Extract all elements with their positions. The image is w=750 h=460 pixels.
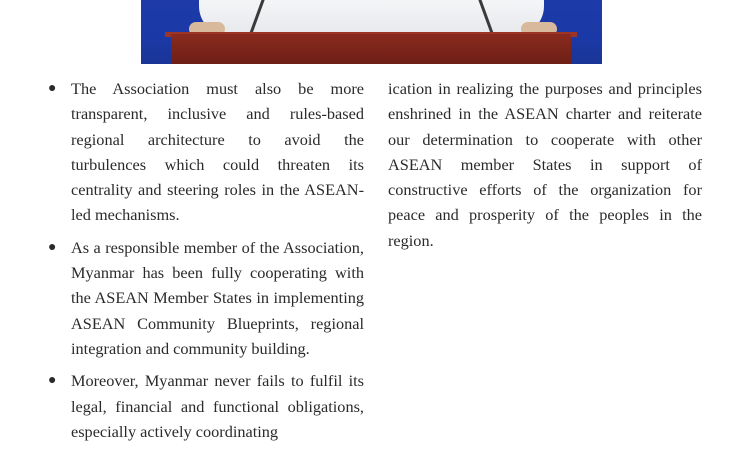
speaker-photo — [141, 0, 602, 64]
left-text-column — [44, 76, 364, 451]
list-item — [44, 76, 364, 228]
bullet-text: The Association must also be more transparent, inclusive and rules-based regional architecture to avoid the turbulences which could threaten its centrality and steering roles in the ASEAN-led mechanisms. — [71, 79, 364, 225]
bullet-text: Moreover, Myanmar never fails to fulfil its legal, financial and functional obligations, especially actively coordinating — [71, 371, 364, 441]
bullet-text: As a responsible member of the Association, Myanmar has been fully cooperating with the ASEAN Member States in implementing ASEAN Community Blueprints, regional integration and community building. — [71, 237, 364, 358]
bullet-list — [44, 76, 364, 444]
bullet-icon: ● — [48, 239, 57, 255]
podium — [171, 34, 571, 64]
bullet-icon: ● — [48, 81, 57, 96]
right-text-column — [388, 76, 702, 253]
list-item — [44, 368, 364, 444]
list-item — [44, 235, 364, 361]
bullet-icon: ● — [48, 373, 57, 389]
continued-paragraph: ication in realizing the purposes and principles enshrined in the ASEAN charter and reiterate our determination to cooperate with other ASEAN member States in support of constructive efforts of the organization for peace and prosperity of the peoples in the region. — [388, 79, 702, 250]
